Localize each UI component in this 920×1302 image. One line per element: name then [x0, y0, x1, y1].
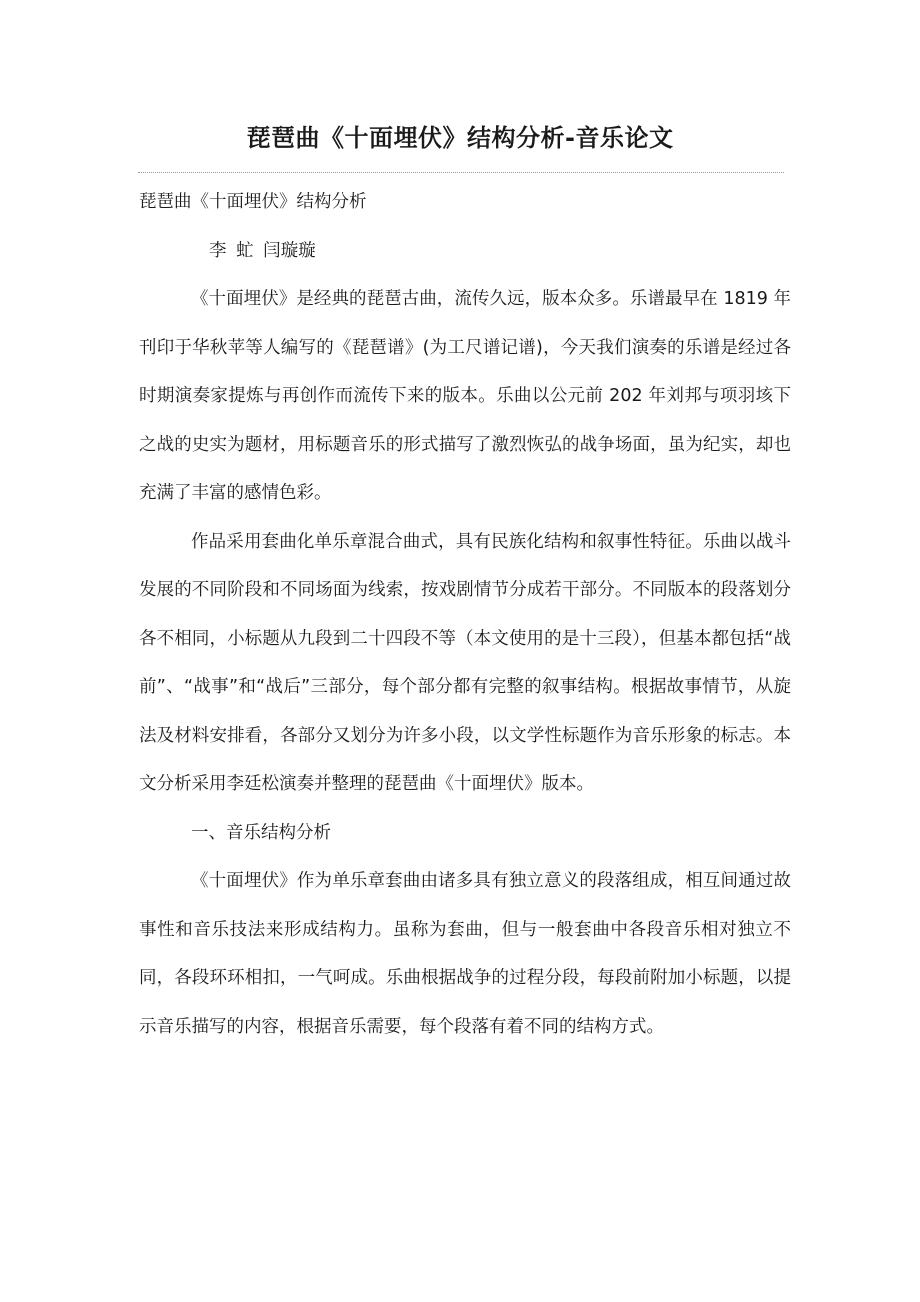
paragraph-structure: 作品采用套曲化单乐章混合曲式，具有民族化结构和叙事性特征。乐曲以战斗发展的不同阶段和不同场面为线索，按戏剧情节分成若干部分。不同版本的段落划分各不相同，小标题从九段到二十四段不等（本文使用的是十三段），但基本都包括“战前”、“战事”和“战后”三部分，每个部分都有完整的叙事结构。根据故事情节，从旋法及材料安排看，各部分又划分为许多小段，以文学性标题作为音乐形象的标志。本文分析采用李廷松演奏并整理的琵琶曲《十面埋伏》版本。	[139, 531, 791, 794]
paragraph-intro: 《十面埋伏》是经典的琵琶古曲，流传久远，版本众多。乐谱最早在 1819 年刊印于华秋苹等人编写的《琵琶谱》(为工尺谱记谱)，今天我们演奏的乐谱是经过各时期演奏家提炼与再创作而流传下来的版本。乐曲以公元前 202 年刘邦与项羽垓下之战的史实为题材，用标题音乐的形式描写了激烈恢弘的战争场面，虽为纪实，却也充满了丰富的感情色彩。	[139, 289, 791, 503]
author-names: 李 虻 闫璇璇	[209, 240, 316, 261]
section-heading: 一、音乐结构分析	[191, 822, 331, 843]
title-divider	[138, 172, 784, 173]
paragraph-section-one: 《十面埋伏》作为单乐章套曲由诸多具有独立意义的段落组成，相互间通过故事性和音乐技法来形成结构力。虽称为套曲，但与一般套曲中各段音乐相对独立不同，各段环环相扣，一气呵成。乐曲根据战争的过程分段，每段前附加小标题，以提示音乐描写的内容，根据音乐需要，每个段落有着不同的结构方式。	[139, 871, 791, 1037]
article-body	[139, 178, 791, 1051]
page-title: 琵琶曲《十面埋伏》结构分析-音乐论文	[246, 124, 674, 152]
article-subtitle: 琵琶曲《十面埋伏》结构分析	[139, 192, 367, 212]
